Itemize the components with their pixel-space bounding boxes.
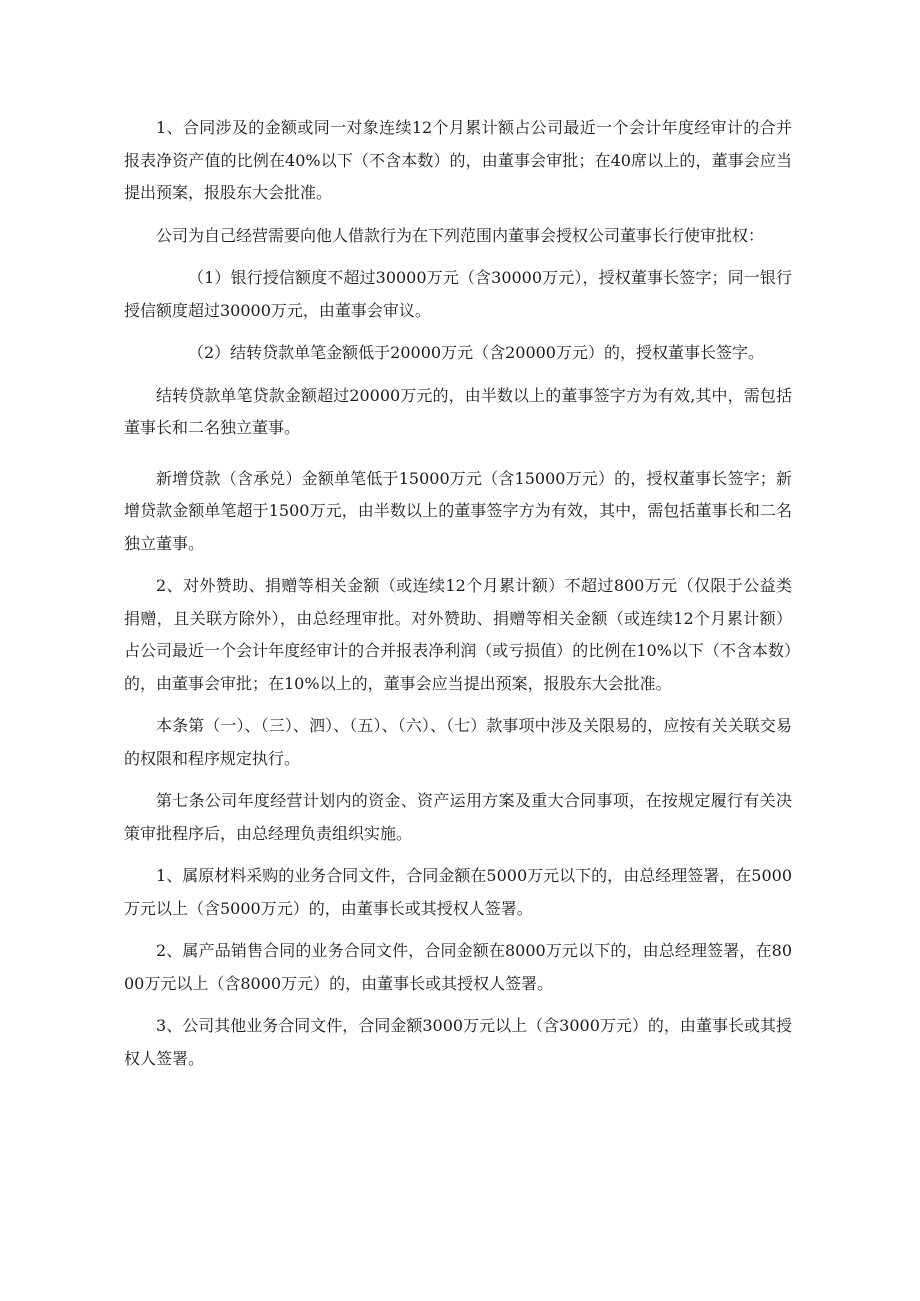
paragraph-new-loans: 新增贷款（含承兑）金额单笔低于15000万元（含15000万元）的，授权董事长签字；新增贷款金额单笔超于1500万元，由半数以上的董事签字方为有效，其中，需包括董事长和二名独立董事。 xyxy=(124,468,792,553)
paragraph-sponsorship-donations: 2、对外赞助、捐赠等相关金额（或连续12个月累计额）不超过800万元（仅限于公益类捐赠，且关联方除外），由总经理审批。对外赞助、捐赠等相关金额（或连续12个月累计额）占公司最近一个会计年度经审计的合并报表净利润（或亏损值）的比例在10%以下（不含本数）的，由董事会审批；在10%以上的，董事会应当提出预案，报股东大会批准。 xyxy=(124,576,792,693)
paragraph-rollover-loan: （2）结转贷款单笔金额低于20000万元（含20000万元）的，授权董事长签字。 xyxy=(188,343,764,362)
paragraph-bank-credit-line: （1）银行授信额度不超过30000万元（含30000万元），授权董事长签字；同一银行授信额度超过30000万元，由董事会审议。 xyxy=(124,268,792,320)
document-body xyxy=(124,112,792,1075)
paragraph-board-approval-threshold: 1、合同涉及的金额或同一对象连续12个月累计额占公司最近一个会计年度经审计的合并报表净资产值的比例在40%以下（不含本数）的，由董事会审批；在40席以上的，董事会应当提出预案，报股东大会批准。 xyxy=(124,118,792,202)
paragraph-raw-material-contracts: 1、属原材料采购的业务合同文件，合同金额在5000万元以下的，由总经理签署，在5000万元以上（含5000万元）的，由董事长或其授权人签署。 xyxy=(124,866,792,918)
paragraph-other-contracts: 3、公司其他业务合同文件，合同金额3000万元以上（含3000万元）的，由董事长或其授权人签署。 xyxy=(124,1016,792,1068)
paragraph-rollover-loan-excess: 结转贷款单笔贷款金额超过20000万元的，由半数以上的董事签字方为有效,其中，需包括董事长和二名独立董事。 xyxy=(124,385,792,437)
paragraph-article-seven: 第七条公司年度经营计划内的资金、资产运用方案及重大合同事项，在按规定履行有关决策审批程序后，由总经理负责组织实施。 xyxy=(124,791,792,843)
paragraph-sales-contracts: 2、属产品销售合同的业务合同文件，合同金额在8000万元以下的，由总经理签署，在8000万元以上（含8000万元）的，由董事长或其授权人签署。 xyxy=(124,941,792,993)
paragraph-related-transactions: 本条第（一）、（三）、泗）、（五）、（六）、（七）款事项中涉及关限易的，应按有关关联交易的权限和程序规定执行。 xyxy=(124,716,792,768)
paragraph-borrowing-authorization: 公司为自己经营需要向他人借款行为在下列范围内董事会授权公司董事长行使审批权： xyxy=(156,225,765,245)
